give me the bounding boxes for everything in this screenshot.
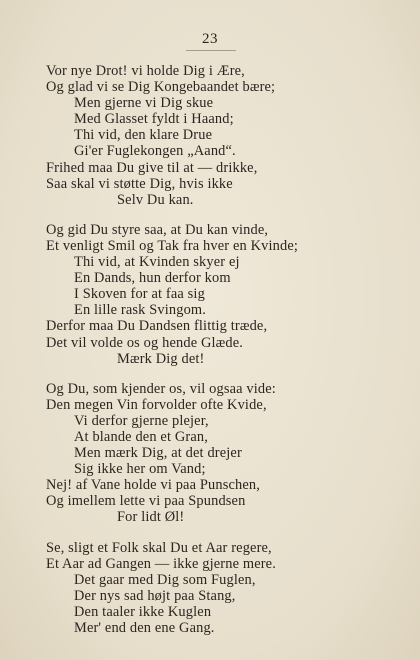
poem-line: Men gjerne vi Dig skue — [74, 95, 214, 112]
poem-line: Saa skal vi støtte Dig, hvis ikke — [46, 175, 233, 192]
poem-line: Med Glasset fyldt i Haand; — [74, 111, 234, 128]
poem-line: Mer' end den ene Gang. — [74, 620, 215, 636]
poem-line: Et Aar ad Gangen — ikke gjerne mere. — [46, 555, 276, 572]
poem-line: Thi vid, at Kvinden skyer ej — [74, 254, 240, 271]
poem-line: En lille rask Svingom. — [74, 302, 207, 319]
poem-line: Derfor maa Du Dandsen flittig træde, — [46, 318, 268, 335]
stanza — [0, 63, 420, 208]
poem-line: Selv Du kan. — [117, 191, 194, 208]
poem-line: Nej! af Vane holde vi paa Punschen, — [46, 477, 260, 494]
poem-line: Den taaler ikke Kuglen — [74, 603, 212, 620]
poem-line: I Skoven for at faa sig — [74, 286, 205, 303]
poem-line: Det vil volde os og hende Glæde. — [46, 334, 244, 351]
poem-line: Det gaar med Dig som Fuglen, — [74, 571, 256, 588]
poem-line: Sig ikke her om Vand; — [74, 461, 206, 478]
poem-line: Der nys sad højt paa Stang, — [74, 587, 236, 604]
poem-line: Vi derfor gjerne plejer, — [74, 412, 209, 429]
poem-line: Frihed maa Du give til at — drikke, — [46, 159, 258, 176]
poem-line: Gi'er Fuglekongen „Aand“. — [74, 143, 236, 160]
poem — [0, 63, 420, 650]
poem-line: Thi vid, den klare Drue — [74, 127, 213, 144]
stanza — [0, 222, 420, 367]
poem-line: Vor nye Drot! vi holde Dig i Ære, — [46, 63, 245, 79]
poem-line: Men mærk Dig, at det drejer — [74, 445, 242, 462]
page-number: 23 — [202, 31, 218, 47]
stanza — [0, 540, 420, 637]
poem-line: For lidt Øl! — [117, 509, 185, 526]
poem-line: Og Du, som kjender os, vil ogsaa vide: — [46, 380, 276, 397]
poem-line: Den megen Vin forvolder ofte Kvide, — [46, 396, 267, 413]
poem-line: Og glad vi se Dig Kongebaandet bære; — [46, 79, 276, 96]
poem-line: Et venligt Smil og Tak fra hver en Kvinde; — [46, 237, 299, 254]
poem-line: En Dands, hun derfor kom — [74, 270, 231, 287]
stanza — [0, 381, 420, 526]
poem-line: Og gid Du styre saa, at Du kan vinde, — [46, 221, 269, 238]
poem-line: Og imellem lette vi paa Spundsen — [46, 493, 246, 510]
poem-line: Mærk Dig det! — [117, 350, 205, 367]
poem-line: At blande den et Gran, — [74, 428, 208, 445]
page-number-rule — [186, 50, 236, 51]
poem-line: Se, sligt et Folk skal Du et Aar regere, — [46, 539, 272, 556]
